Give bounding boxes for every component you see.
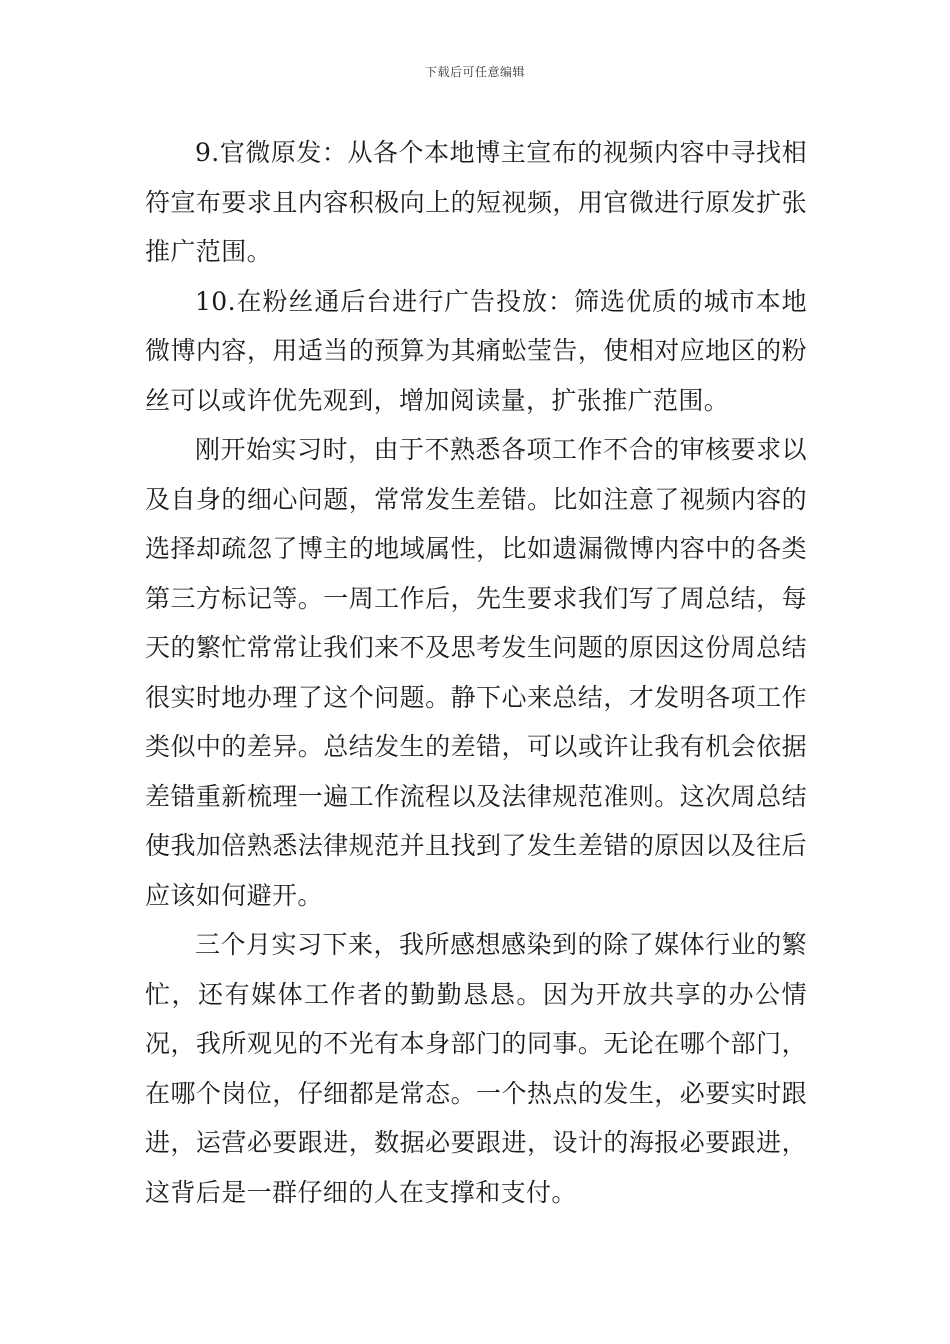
document-body	[145, 128, 807, 1217]
paragraph-2: 10.在粉丝通后台进行广告投放：筛选优质的城市本地微博内容，用适当的预算为其痛蚣莹告，使相对应地区的粉丝可以或许优先观到，增加阅读量，扩张推广范围。	[145, 286, 807, 415]
paragraph-3: 刚开始实习时，由于不熟悉各项工作不合的审核要求以及自身的细心问题，常常发生差错。比如注意了视频内容的选择却疏忽了博主的地域属性，比如遗漏微博内容中的各类第三方标记等。一周工作后，先生要求我们写了周总结，每天的繁忙常常让我们来不及思考发生问题的原因这份周总结很实时地办理了这个问题。静下心来总结，才发明各项工作类似中的差异。总结发生的差错，可以或许让我有机会依据差错重新梳理一遍工作流程以及法律规范准则。这次周总结使我加倍熟悉法律规范并且找到了发生差错的原因以及往后应该如何避开。	[145, 435, 807, 910]
page-header: 下载后可任意编辑	[424, 65, 525, 79]
paragraph-4: 三个月实习下来，我所感想感染到的除了媒体行业的繁忙，还有媒体工作者的勤勤恳恳。因为开放共享的办公情况，我所观见的不光有本身部门的同事。无论在哪个部门，在哪个岗位，仔细都是常态。一个热点的发生，必要实时跟进，运营必要跟进，数据必要跟进，设计的海报必要跟进，这背后是一群仔细的人在支撑和支付。	[145, 930, 807, 1207]
paragraph-1: 9.官微原发：从各个本地博主宣布的视频内容中寻找相符宣布要求且内容积极向上的短视频，用官微进行原发扩张推广范围。	[145, 138, 807, 266]
